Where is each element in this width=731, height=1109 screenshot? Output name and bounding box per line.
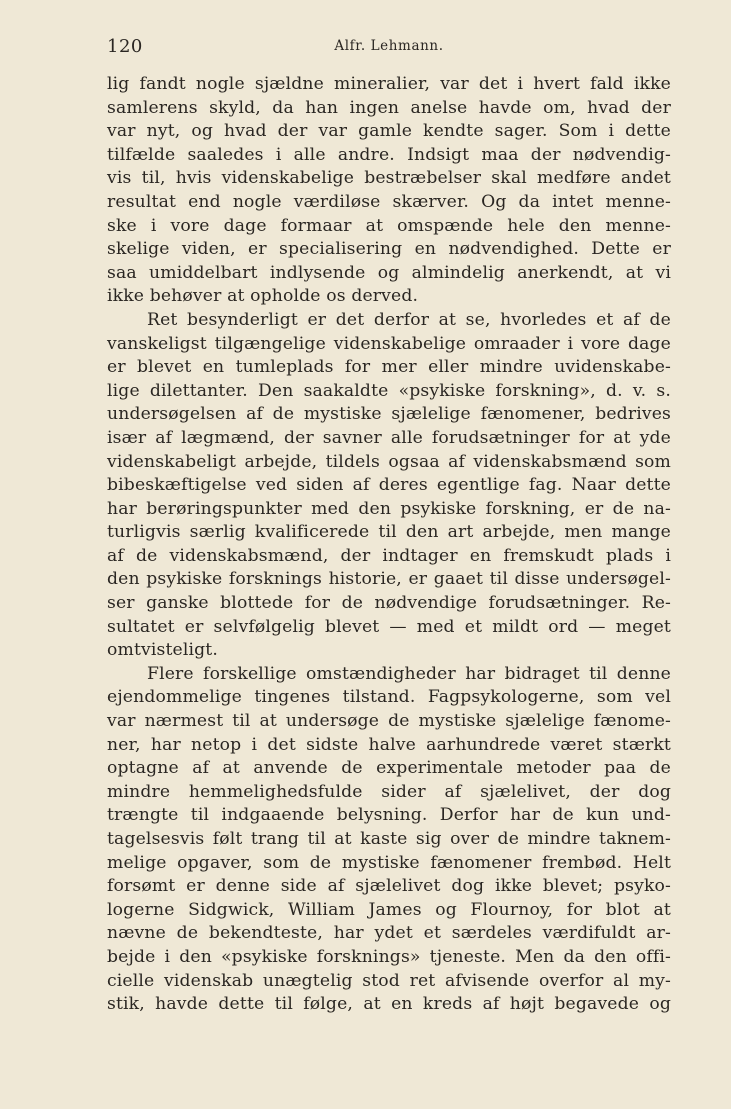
text-line: er blevet en tumleplads for mer eller mindre uvidenskabe-: [107, 357, 671, 378]
text-line: undersøgelsen af de mystiske sjælelige fænomener, bedrives: [107, 404, 671, 425]
text-line: vis til, hvis videnskabelige bestræbelser skal medføre andet: [107, 168, 671, 189]
text-line: var nærmest til at undersøge de mystiske sjælelige fænome-: [107, 711, 671, 732]
text-line: samlerens skyld, da han ingen anelse havde om, hvad der: [107, 97, 671, 118]
text-line: lige dilettanter. Den saakaldte «psykiske forskning», d. v. s.: [107, 380, 671, 401]
text-line: stik, havde dette til følge, at en kreds af højt begavede og: [107, 994, 671, 1015]
text-line: vanskeligst tilgængelige videnskabelige omraader i vore dage: [107, 333, 671, 354]
body-text: [107, 73, 671, 1017]
text-line: lig fandt nogle sjældne mineralier, var det i hvert fald ikke: [107, 74, 671, 94]
text-line: turligvis særlig kvalificerede til den art arbejde, men mange: [107, 522, 671, 543]
text-line: optagne af at anvende de experimentale metoder paa de: [107, 758, 671, 779]
text-line: ejendommelige tingenes tilstand. Fagpsykologerne, som vel: [107, 687, 671, 708]
text-line: mindre hemmelighedsfulde sider af sjælelivet, der dog: [107, 781, 671, 802]
running-head: [107, 36, 671, 60]
text-line: resultat end nogle værdiløse skærver. Og da intet menne-: [107, 191, 671, 212]
text-line: logerne Sidgwick, William James og Flournoy, for blot at: [107, 899, 671, 920]
text-line: ser ganske blottede for de nødvendige forudsætninger. Re-: [107, 593, 671, 614]
paragraph-start-line: Ret besynderligt er det derfor at se, hvorledes et af de: [147, 309, 671, 330]
text-line: af de videnskabsmænd, der indtager en fremskudt plads i: [107, 545, 671, 566]
text-line: ner, har netop i det sidste halve aarhundrede været stærkt: [107, 734, 671, 755]
text-line: trængte til indgaaende belysning. Derfor har de kun und-: [107, 805, 671, 826]
text-line: den psykiske forsknings historie, er gaaet til disse undersøgel-: [107, 569, 671, 590]
text-line: var nyt, og hvad der var gamle kendte sager. Som i dette: [107, 121, 671, 142]
text-line: bibeskæftigelse ved siden af deres egentlige fag. Naar dette: [107, 475, 671, 496]
text-line: ikke behøver at opholde os derved.: [107, 286, 419, 307]
text-line: cielle videnskab unægtelig stod ret afvisende overfor al my-: [107, 970, 671, 991]
text-line: omtvisteligt.: [107, 640, 218, 661]
text-line: melige opgaver, som de mystiske fænomener frembød. Helt: [107, 852, 671, 873]
text-line: især af lægmænd, der savner alle forudsætninger for at yde: [107, 427, 671, 448]
text-line: har berøringspunkter med den psykiske forskning, er de na-: [107, 498, 671, 519]
text-line: ske i vore dage formaar at omspænde hele den menne-: [107, 215, 671, 236]
text-line: videnskabeligt arbejde, tildels ogsaa af videnskabsmænd som: [107, 451, 671, 472]
text-line: sultatet er selvfølgelig blevet — med et mildt ord — meget: [107, 616, 671, 637]
text-line: skelige viden, er specialisering en nødvendighed. Dette er: [107, 239, 671, 260]
text-line: tilfælde saaledes i alle andre. Indsigt maa der nødvendig-: [107, 144, 671, 165]
text-line: tagelsesvis følt trang til at kaste sig over de mindre taknem-: [107, 829, 671, 849]
running-head-author: Alfr. Lehmann.: [334, 38, 444, 54]
text-line: bejde i den «psykiske forsknings» tjeneste. Men da den offi-: [107, 946, 671, 967]
text-line: nævne de bekendteste, har ydet et særdeles værdifuldt ar-: [107, 923, 671, 944]
text-line: saa umiddelbart indlysende og almindelig anerkendt, at vi: [107, 262, 671, 283]
text-line: forsømt er denne side af sjælelivet dog ikke blevet; psyko-: [107, 876, 671, 897]
page-number: 120: [107, 36, 143, 57]
paragraph-start-line: Flere forskellige omstændigheder har bidraget til denne: [147, 663, 671, 684]
